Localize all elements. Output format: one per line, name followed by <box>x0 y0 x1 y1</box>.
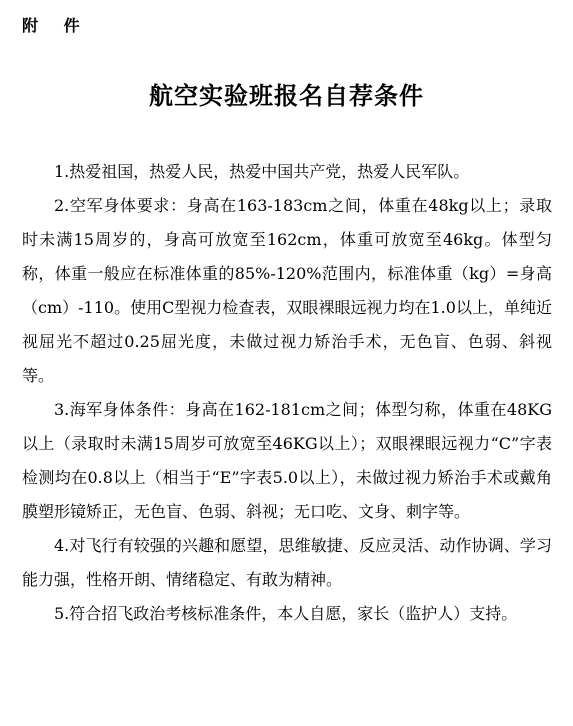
requirement-paragraph-4: 4.对飞行有较强的兴趣和愿望，思维敏捷、反应灵活、动作协调、学习能力强，性格开朗、情绪稳定、有敢为精神。 <box>22 536 552 589</box>
document-title: 航空实验班报名自荐条件 <box>149 82 424 110</box>
document-body <box>22 155 552 631</box>
requirement-paragraph-1: 1.热爱祖国，热爱人民，热爱中国共产党，热爱人民军队。 <box>54 162 470 181</box>
requirement-paragraph-3: 3.海军身体条件：身高在162-181cm之间；体型匀称，体重在48KG以上（录取时未满15周岁可放宽至46KG以上）；双眼裸眼远视力“C”字表检测均在0.8以上（相当于“E”字表5.0以上），未做过视力矫治手术或戴角膜塑形镜矫正，无色盲、色弱、斜视；无口吃、文身、刺字等。 <box>22 400 552 521</box>
annex-label: 附 件 <box>22 16 90 35</box>
requirement-paragraph-2: 2.空军身体要求：身高在163-183cm之间，体重在48kg以上；录取时未满15周岁的，身高可放宽至162cm，体重可放宽至46kg。体型匀称，体重一般应在标准体重的85%-120%范围内，标准体重（kg）=身高（cm）-110。使用C型视力检查表，双眼裸眼远视力均在1.0以上，单纯近视屈光不超过0.25屈光度，未做过视力矫治手术，无色盲、色弱、斜视等。 <box>22 196 552 385</box>
requirement-paragraph-5: 5.符合招飞政治考核标准条件，本人自愿，家长（监护人）支持。 <box>54 604 518 623</box>
